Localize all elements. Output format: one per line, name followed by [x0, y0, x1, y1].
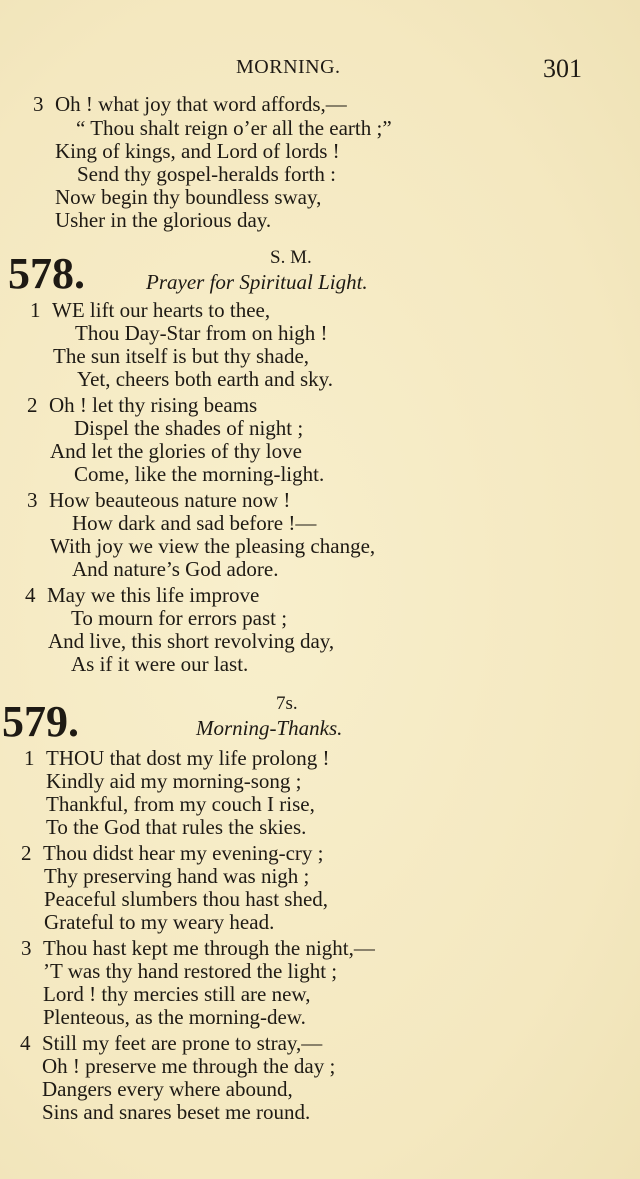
verse-number: 2: [21, 841, 32, 865]
verse-line: 2 Oh ! let thy rising beams: [27, 393, 258, 417]
verse-line: Lord ! thy mercies still are new,: [43, 982, 311, 1006]
verse-line: Come, like the morning-light.: [74, 462, 325, 486]
verse-line: 4 May we this life improve: [25, 583, 260, 607]
verse-line: Thou Day-Star from on high !: [75, 321, 328, 345]
running-title: MORNING.: [236, 56, 341, 78]
verse-line: As if it were our last.: [71, 652, 249, 676]
verse-line: Grateful to my weary head.: [44, 910, 275, 934]
verse-number: 4: [25, 583, 36, 607]
verse-line: Yet, cheers both earth and sky.: [77, 367, 334, 391]
verse-line: 3 Thou hast kept me through the night,—: [21, 936, 375, 960]
verse-line: And live, this short revolving day,: [48, 629, 335, 653]
verse-line: And let the glories of thy love: [50, 439, 302, 463]
verse-line: 3 Oh ! what joy that word affords,—: [33, 92, 347, 116]
verse-number: 1: [30, 298, 41, 322]
verse-number: 3: [27, 488, 38, 512]
verse-number: 3: [33, 92, 44, 116]
verse-line: Send thy gospel-heralds forth :: [77, 162, 336, 186]
verse-line: Sins and snares beset me round.: [42, 1100, 311, 1124]
verse-line: Usher in the glorious day.: [55, 208, 272, 232]
verse-line: Dispel the shades of night ;: [74, 416, 304, 440]
verse-line: And nature’s God adore.: [72, 557, 279, 581]
verse-line: Oh ! preserve me through the day ;: [42, 1054, 336, 1078]
verse-line: To the God that rules the skies.: [46, 815, 307, 839]
verse-number: 2: [27, 393, 38, 417]
verse-line: Dangers every where abound,: [42, 1077, 293, 1101]
verse-number: 1: [24, 746, 35, 770]
hymn-number: 579.: [2, 697, 79, 746]
verse-line: 2 Thou didst hear my evening-cry ;: [21, 841, 324, 865]
verse-number: 4: [20, 1031, 31, 1055]
hymn-meter: 7s.: [276, 693, 298, 714]
verse-line: 4 Still my feet are prone to stray,—: [20, 1031, 323, 1055]
hymn-title: Prayer for Spiritual Light.: [146, 270, 368, 294]
verse-line: Peaceful slumbers thou hast shed,: [44, 887, 329, 911]
verse-line: How dark and sad before !—: [72, 511, 317, 535]
verse-line: Thankful, from my couch I rise,: [46, 792, 315, 816]
verse-line: ’T was thy hand restored the light ;: [43, 959, 338, 983]
hymn-meter: S. M.: [270, 247, 312, 268]
verse-line: Kindly aid my morning-song ;: [46, 769, 302, 793]
verse-line: To mourn for errors past ;: [71, 606, 288, 630]
verse-line: Thy preserving hand was nigh ;: [44, 864, 310, 888]
verse-line: 1 WE lift our hearts to thee,: [30, 298, 271, 322]
verse-line: The sun itself is but thy shade,: [53, 344, 310, 368]
hymn-number: 578.: [8, 249, 85, 298]
page-number: 301: [543, 54, 582, 83]
verse-line: 1 THOU that dost my life prolong !: [24, 746, 330, 770]
verse-line: King of kings, and Lord of lords !: [55, 139, 340, 163]
verse-line: 3 How beauteous nature now !: [27, 488, 291, 512]
verse-line: With joy we view the pleasing change,: [50, 534, 376, 558]
verse-line: Now begin thy boundless sway,: [55, 185, 322, 209]
verse-line: Plenteous, as the morning-dew.: [43, 1005, 306, 1029]
verse-line: “ Thou shalt reign o’er all the earth ;”: [76, 116, 392, 140]
hymn-title: Morning-Thanks.: [196, 716, 343, 740]
verse-number: 3: [21, 936, 32, 960]
